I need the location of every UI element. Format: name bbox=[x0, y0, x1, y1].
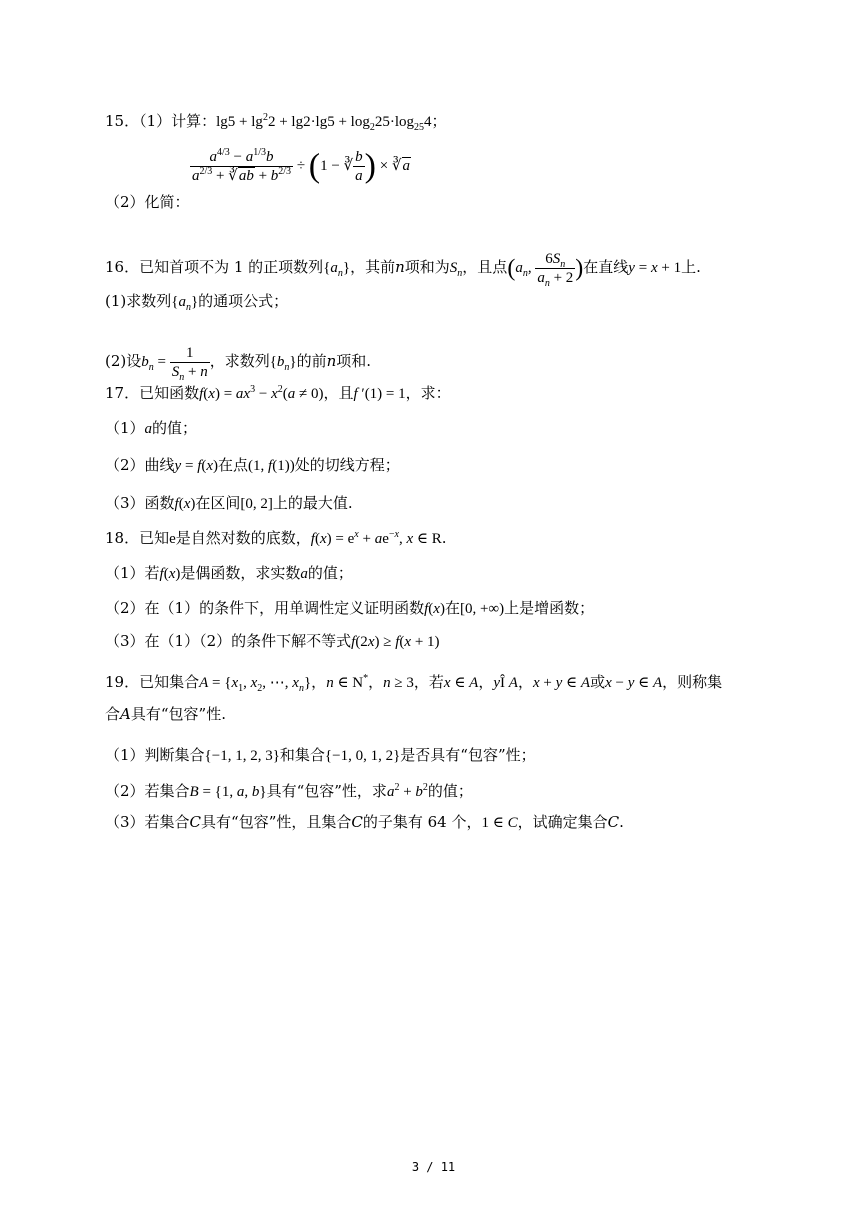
q19-part2: （2）若集合B = {1, a, b}具有“包容”性，求$a^2 + b^2$的值； bbox=[105, 782, 473, 800]
q15-number: 15． bbox=[105, 112, 140, 130]
q19-part3: （3）若集合C具有“包容”性，且集合C的子集有 64 个，1 ∈ C，试确定集合C. bbox=[105, 813, 624, 831]
q16-part2: (2)设$b_n$ = $\frac{1}{S_n + n}$ ，求数列$\{b_n\}$的前n项和. bbox=[105, 345, 372, 383]
q16-part1: (1)求数列$\{a_n\}$的通项公式； bbox=[105, 292, 289, 313]
page-number: 3 / 11 bbox=[411, 1160, 456, 1174]
q15-simplify-expression: $\frac{a^{4/3} - a^{1/3}b}{a^{2/3} + ∛ab + b^{2/3}}$ ÷ (1 − ∛ $\frac{b}{a}$ ) × ∛a bbox=[192, 147, 411, 185]
q16-stem: 16．已知首项不为 1 的正项数列$\{a_n\}$，其前n项和为$S_n$，且点($a_n$, $\frac{6S_n}{a_n + 2}$ )在直线y = x + 1上. bbox=[105, 251, 701, 289]
q17-part3: （3）函数f(x)在区间[0, 2]上的最大值. bbox=[105, 494, 353, 512]
q19-stem: 19．已知集合$A = \{x_1$, $x_2$, ⋯, $x_n$}，n ∈ N*，n ≥ 3，若x ∈ A，yÎ A，x + y ∈ A或x − y ∈ A，则称集 bbox=[105, 673, 723, 694]
q17-part1: （1）a的值； bbox=[105, 419, 198, 437]
q18-part1: （1）若f(x)是偶函数，求实数a的值； bbox=[105, 564, 353, 582]
q19-stem-line2: 合A具有“包容”性. bbox=[105, 705, 226, 723]
q15-part1: 15．（1）计算：$\lg 5 + \lg^22 + \lg 2\cdot\lg 5 + \log_225\cdot\log_{25}4$； bbox=[105, 112, 447, 133]
q17-stem: 17．已知函数$f(x) = ax^3 - x^2(a \ne 0)$，且f ′(1) = 1，求： bbox=[105, 384, 451, 402]
q17-part2: （2）曲线y = f(x)在点(1, f(1))处的切线方程； bbox=[105, 456, 400, 474]
q19-part1: （1）判断集合{−1, 1, 2, 3}和集合{−1, 0, 1, 2}是否具有“包容”性； bbox=[105, 746, 536, 764]
q18-part3: （3）在（1）（2）的条件下解不等式f(2x) ≥ f(x + 1) bbox=[105, 632, 440, 650]
q18-stem: 18．已知e是自然对数的底数，$f(x) = e^x + ae^{-x}$, x ∈ R. bbox=[105, 529, 447, 547]
q15-expression: $\lg 5 + \lg^22 + \lg 2\cdot\lg 5 + \log_225\cdot\log_{25}4$ bbox=[216, 112, 432, 133]
q18-part2: （2）在（1）的条件下，用单调性定义证明函数f(x)在[0, +∞)上是增函数； bbox=[105, 599, 595, 617]
